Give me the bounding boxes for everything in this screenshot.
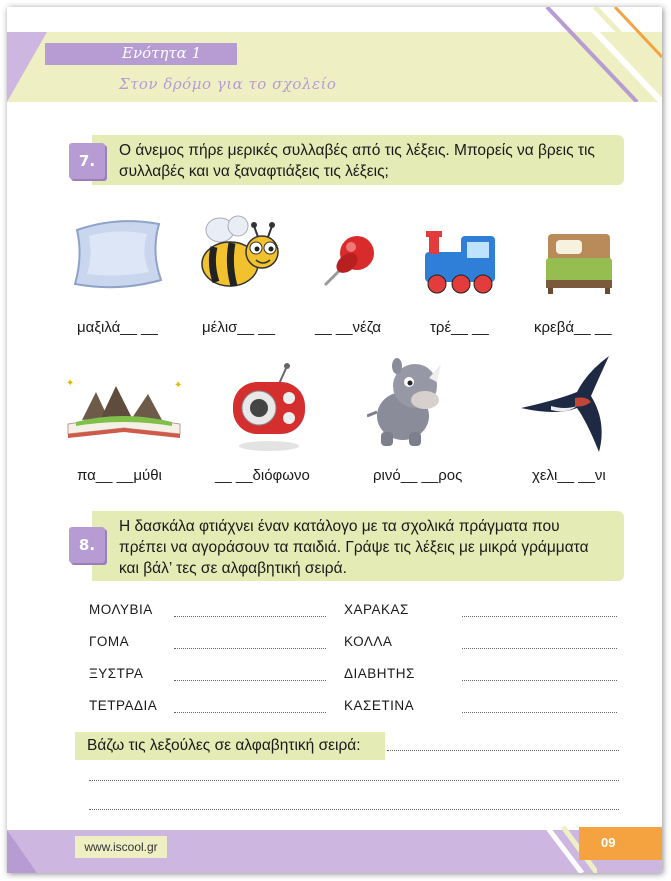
pillow-picture — [67, 212, 167, 292]
word-pillow: μαξιλά__ __ — [77, 319, 158, 336]
toy-train-picture — [417, 222, 507, 297]
website-link[interactable]: www.iscool.gr — [75, 836, 167, 858]
school-word: ΧΑΡΑΚΑΣ — [344, 602, 409, 617]
swallow-picture — [517, 352, 617, 457]
word-storybook: πα__ __μύθι — [77, 467, 162, 484]
storybook-picture — [62, 372, 187, 442]
exercise-7-number: 7. — [69, 143, 105, 179]
answer-line[interactable] — [462, 648, 617, 649]
word-pin: __ __νέζα — [315, 319, 382, 336]
answer-line[interactable] — [462, 712, 617, 713]
exercise-7-instruction-line2: συλλαβές και να ξαναφτιάξεις τις λέξεις; — [119, 163, 389, 180]
word-rhinoceros: ρινό__ __ρος — [373, 467, 463, 484]
svg-text:✦: ✦ — [174, 380, 183, 391]
answer-line[interactable] — [174, 680, 326, 681]
answer-line[interactable] — [89, 780, 619, 781]
radio-picture — [227, 362, 312, 457]
workbook-page — [7, 7, 662, 873]
word-swallow: χελι__ __νι — [532, 467, 606, 484]
school-word: ΜΟΛΥΒΙΑ — [89, 602, 153, 617]
answer-line[interactable] — [174, 712, 326, 713]
page-number: 09 — [601, 835, 616, 850]
word-radio: __ __διόφωνο — [215, 467, 310, 484]
word-train: τρέ__ __ — [430, 319, 489, 336]
page-number-tab — [579, 827, 662, 860]
exercise-8-instruction-line3: και βάλ’ τες σε αλφαβητική σειρά. — [119, 560, 347, 577]
answer-line[interactable] — [387, 750, 619, 751]
bee-picture — [192, 212, 282, 297]
header-stripes — [527, 7, 662, 102]
header-corner-decoration — [7, 32, 47, 102]
unit-title: Στον δρόμο για το σχολείο — [119, 75, 337, 93]
answer-line[interactable] — [462, 616, 617, 617]
exercise-8-number: 8. — [69, 527, 105, 563]
push-pin-picture — [317, 227, 387, 297]
answer-line[interactable] — [174, 648, 326, 649]
exercise-7-instruction-line1: Ο άνεμος πήρε μερικές συλλαβές από τις λέξεις. Μπορείς να βρεις τις — [119, 142, 595, 159]
word-bee: μέλισ__ __ — [202, 319, 275, 336]
svg-text:✦: ✦ — [66, 378, 75, 389]
alphabetical-prompt: Βάζω τις λεξούλες σε αλφαβητική σειρά: — [87, 737, 361, 754]
answer-line[interactable] — [174, 616, 326, 617]
school-word: ΞΥΣΤΡΑ — [89, 666, 144, 681]
bed-picture — [542, 222, 617, 297]
footer-corner-decoration — [7, 830, 37, 873]
unit-label: Ενότητα 1 — [122, 44, 202, 62]
rhinoceros-picture — [367, 352, 452, 452]
word-bed: κρεβά__ __ — [534, 319, 612, 336]
school-word: ΔΙΑΒΗΤΗΣ — [344, 666, 415, 681]
school-word: ΚΟΛΛΑ — [344, 634, 393, 649]
answer-line[interactable] — [462, 680, 617, 681]
school-word: ΚΑΣΕΤΙΝΑ — [344, 698, 415, 713]
exercise-8-instruction-line1: Η δασκάλα φτιάχνει έναν κατάλογο με τα σχολικά πράγματα που — [119, 518, 560, 535]
exercise-8-instruction-line2: πρέπει να αγοράσουν τα παιδιά. Γράψε τις λέξεις με μικρά γράμματα — [119, 539, 589, 556]
school-word: ΓΟΜΑ — [89, 634, 130, 649]
school-word: ΤΕΤΡΑΔΙΑ — [89, 698, 158, 713]
